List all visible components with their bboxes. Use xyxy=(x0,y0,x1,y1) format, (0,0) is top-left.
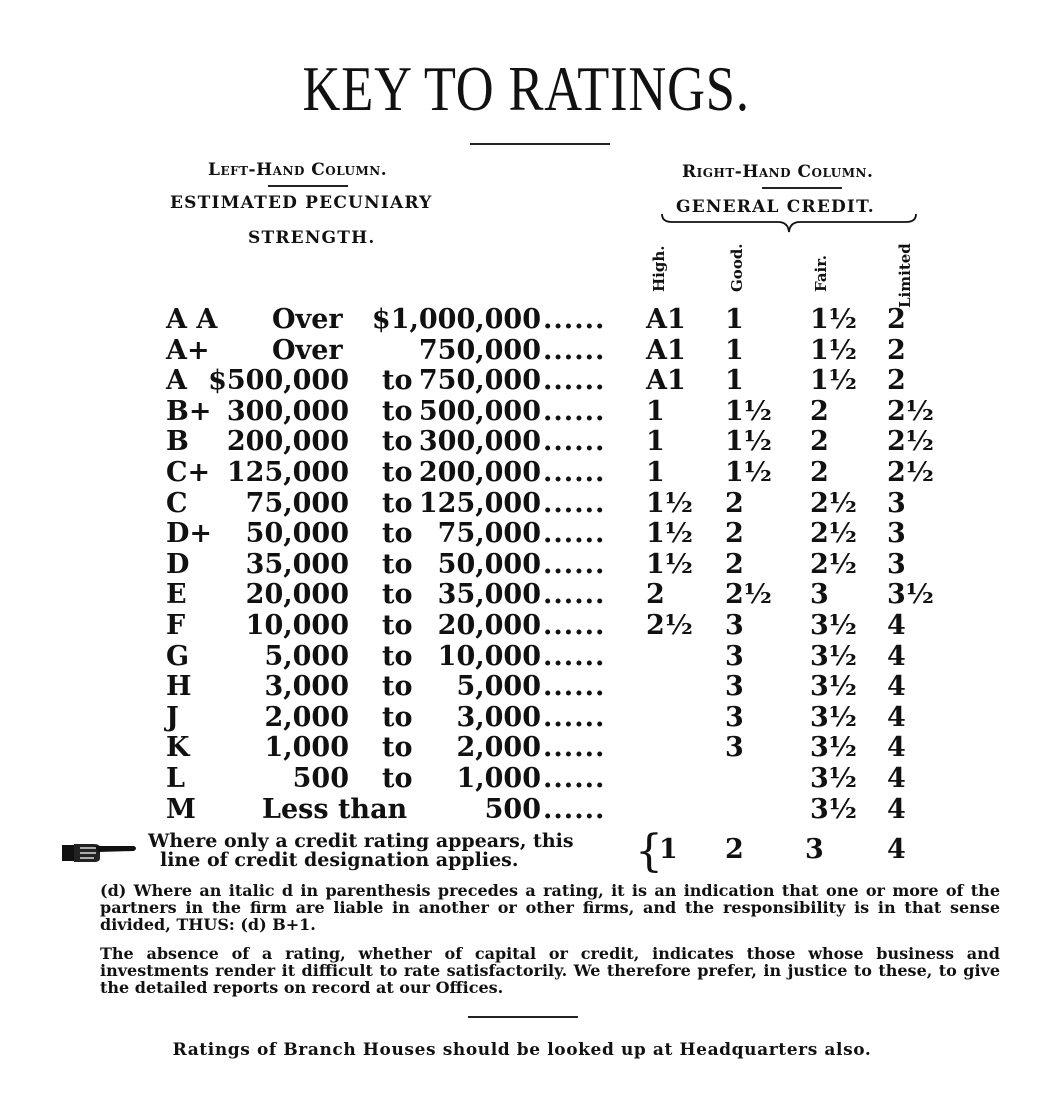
rating-row xyxy=(0,396,1044,426)
credit-note-brace: { xyxy=(635,826,663,877)
rating-upper-bound: $1,000,000 xyxy=(371,304,541,335)
column-head-limited: Limited xyxy=(896,243,914,308)
column-head-fair: Fair. xyxy=(812,255,830,292)
rating-key: G xyxy=(166,640,190,672)
credit-good: 1 xyxy=(725,365,744,397)
credit-limited: 2½ xyxy=(887,395,934,427)
credit-limited: 2 xyxy=(887,334,906,366)
rating-leader-dots: ...... xyxy=(543,426,606,458)
rating-connector: to xyxy=(382,732,413,764)
rating-row xyxy=(0,610,1044,640)
rating-lower-bound: 200,000 xyxy=(226,426,349,458)
rating-connector: to xyxy=(382,365,413,397)
rating-key: B xyxy=(166,426,189,458)
rating-leader-dots: ...... xyxy=(543,732,606,764)
rating-leader-dots: ...... xyxy=(543,518,606,550)
rating-row xyxy=(0,794,1044,824)
credit-fair: 1½ xyxy=(810,304,857,335)
rating-key: E xyxy=(166,579,187,611)
rating-lower-bound: 2,000 xyxy=(264,701,349,733)
credit-fair: 3½ xyxy=(810,793,857,825)
rating-key: D+ xyxy=(166,518,213,550)
credit-good: 1 xyxy=(725,304,744,335)
credit-good: 1½ xyxy=(725,395,772,427)
credit-fair: 3 xyxy=(810,579,829,611)
rating-upper-bound: 3,000 xyxy=(456,701,541,733)
rating-lower-bound: 1,000 xyxy=(264,732,349,764)
credit-only-note xyxy=(60,826,1020,877)
credit-high: 1 xyxy=(646,457,665,488)
rating-leader-dots: ...... xyxy=(543,763,606,794)
rating-leader-dots: ...... xyxy=(543,457,606,488)
rating-upper-bound: 5,000 xyxy=(456,671,541,703)
rating-upper-bound: 200,000 xyxy=(418,457,541,488)
credit-good: 2 xyxy=(725,487,744,519)
rating-upper-bound: 10,000 xyxy=(437,640,541,672)
rating-leader-dots: ...... xyxy=(543,304,606,335)
credit-fair: 1½ xyxy=(810,365,857,397)
rating-connector: to xyxy=(382,640,413,672)
rating-key: C+ xyxy=(166,457,211,488)
rating-connector: to xyxy=(382,548,413,580)
rating-key: H xyxy=(166,671,192,703)
rating-connector: to xyxy=(382,457,413,488)
credit-fair: 2 xyxy=(810,457,829,488)
rating-leader-dots: ...... xyxy=(543,395,606,427)
credit-fair: 3½ xyxy=(810,701,857,733)
title-rule xyxy=(470,143,610,145)
credit-high: 1½ xyxy=(646,518,693,550)
footer-note: Ratings of Branch Houses should be looked up at Headquarters also. xyxy=(172,1040,872,1060)
rating-upper-bound: 125,000 xyxy=(418,487,541,519)
credit-fair: 1½ xyxy=(810,334,857,366)
rating-lower-bound: 50,000 xyxy=(245,518,349,550)
credit-limited: 4 xyxy=(887,763,906,794)
credit-note-limited: 4 xyxy=(887,834,906,865)
rating-row xyxy=(0,426,1044,456)
credit-limited: 3 xyxy=(887,518,906,550)
credit-limited: 3 xyxy=(887,487,906,519)
credit-limited: 4 xyxy=(887,701,906,733)
rating-connector: to xyxy=(382,579,413,611)
credit-limited: 4 xyxy=(887,610,906,641)
credit-limited: 4 xyxy=(887,671,906,703)
rating-upper-bound: 35,000 xyxy=(437,579,541,611)
credit-note-good: 2 xyxy=(725,834,744,865)
credit-good: 3 xyxy=(725,732,744,764)
rating-row xyxy=(0,641,1044,671)
credit-high: A1 xyxy=(646,334,686,366)
rating-lower-bound: 35,000 xyxy=(245,548,349,580)
credit-fair: 3½ xyxy=(810,763,857,794)
rating-row xyxy=(0,671,1044,701)
credit-good: 2½ xyxy=(725,579,772,611)
credit-limited: 4 xyxy=(887,793,906,825)
rating-key: M xyxy=(166,793,196,825)
rating-upper-bound: 750,000 xyxy=(418,365,541,397)
rating-connector: to xyxy=(382,395,413,427)
rating-connector: Over xyxy=(272,304,343,335)
left-heading-rule xyxy=(268,185,348,187)
credit-high: 1½ xyxy=(646,487,693,519)
credit-high: A1 xyxy=(646,304,686,335)
rating-leader-dots: ...... xyxy=(543,610,606,641)
pointing-hand-icon xyxy=(60,836,140,866)
credit-fair: 2½ xyxy=(810,518,857,550)
rating-upper-bound: 75,000 xyxy=(437,518,541,550)
credit-note-fair: 3 xyxy=(805,834,824,865)
rating-connector: to xyxy=(382,671,413,703)
rating-lower-bound: 75,000 xyxy=(245,487,349,519)
rating-connector: to xyxy=(382,701,413,733)
credit-good: 1½ xyxy=(725,457,772,488)
rating-row xyxy=(0,365,1044,395)
rating-leader-dots: ...... xyxy=(543,487,606,519)
general-credit-heading: GENERAL CREDIT. xyxy=(676,197,875,217)
rating-upper-bound: 500 xyxy=(484,793,541,825)
credit-good: 3 xyxy=(725,701,744,733)
credit-limited: 2 xyxy=(887,304,906,335)
italic-d-paragraph: (d) Where an italic d in parenthesis precedes a rating, it is an indication that one or more of the partners in the firm are liable in another or other firms, and the responsibility is in that sense divided, THUS: (d) B+1. xyxy=(100,881,1000,934)
rating-connector: Over xyxy=(272,334,343,366)
credit-fair: 2½ xyxy=(810,487,857,519)
rating-lower-bound: 300,000 xyxy=(226,395,349,427)
credit-high: 2½ xyxy=(646,610,693,641)
credit-high: 2 xyxy=(646,579,665,611)
rating-upper-bound: 2,000 xyxy=(456,732,541,764)
rating-connector: to xyxy=(382,518,413,550)
credit-high: 1½ xyxy=(646,548,693,580)
page-title: KEY TO RATINGS. xyxy=(302,53,750,124)
rating-upper-bound: 1,000 xyxy=(456,763,541,794)
rating-upper-bound: 500,000 xyxy=(418,395,541,427)
rating-key: L xyxy=(166,763,185,794)
left-column-subheading-2: STRENGTH. xyxy=(248,228,376,248)
rating-connector: to xyxy=(382,610,413,641)
rating-leader-dots: ...... xyxy=(543,701,606,733)
rating-leader-dots: ...... xyxy=(543,334,606,366)
credit-only-note-text xyxy=(148,826,688,877)
rating-lower-bound: 10,000 xyxy=(245,610,349,641)
right-column-heading: Right-Hand Column. xyxy=(682,162,874,182)
rating-key: C xyxy=(166,487,188,519)
credit-good: 2 xyxy=(725,518,744,550)
column-head-good: Good. xyxy=(728,243,746,292)
rating-connector: Less than xyxy=(262,793,408,825)
rating-row xyxy=(0,732,1044,762)
credit-fair: 3½ xyxy=(810,671,857,703)
rating-leader-dots: ...... xyxy=(543,579,606,611)
rating-connector: to xyxy=(382,426,413,458)
rating-lower-bound: 20,000 xyxy=(245,579,349,611)
credit-good: 1 xyxy=(725,334,744,366)
rating-connector: to xyxy=(382,763,413,794)
credit-fair: 2 xyxy=(810,426,829,458)
rating-leader-dots: ...... xyxy=(543,640,606,672)
rating-leader-dots: ...... xyxy=(543,793,606,825)
credit-good: 1½ xyxy=(725,426,772,458)
rating-key: A xyxy=(166,365,187,397)
rating-key: J xyxy=(166,701,179,733)
credit-fair: 3½ xyxy=(810,732,857,764)
right-heading-rule xyxy=(762,187,842,189)
general-credit-brace xyxy=(660,212,918,234)
column-head-high: High. xyxy=(650,245,668,292)
credit-limited: 2½ xyxy=(887,457,934,488)
rating-lower-bound: 125,000 xyxy=(226,457,349,488)
rating-lower-bound: 3,000 xyxy=(264,671,349,703)
left-column-subheading: ESTIMATED PECUNIARY xyxy=(170,193,433,213)
rating-row xyxy=(0,488,1044,518)
rating-key: A A xyxy=(166,304,218,335)
credit-only-note-line1: Where only a credit rating appears, this xyxy=(148,830,574,852)
rating-lower-bound: 500 xyxy=(292,763,349,794)
rating-key: K xyxy=(166,732,190,764)
absence-paragraph: The absence of a rating, whether of capital or credit, indicates those whose business and investments render it difficult to rate satisfactorily. We therefore prefer, in justice to these, to give the detailed reports on record at our Offices. xyxy=(100,944,1000,997)
rating-key: F xyxy=(166,610,186,641)
credit-good: 3 xyxy=(725,671,744,703)
rating-lower-bound: $500,000 xyxy=(208,365,349,397)
rating-leader-dots: ...... xyxy=(543,365,606,397)
left-column-heading: Left-Hand Column. xyxy=(208,160,388,180)
rating-upper-bound: 300,000 xyxy=(418,426,541,458)
rating-key: D xyxy=(166,548,190,580)
credit-limited: 2 xyxy=(887,365,906,397)
rating-row xyxy=(0,335,1044,365)
rating-row xyxy=(0,518,1044,548)
rating-row xyxy=(0,304,1044,334)
credit-limited: 4 xyxy=(887,640,906,672)
rating-row xyxy=(0,549,1044,579)
credit-limited: 2½ xyxy=(887,426,934,458)
credit-high: 1 xyxy=(646,395,665,427)
rating-row xyxy=(0,579,1044,609)
rating-key: B+ xyxy=(166,395,212,427)
credit-limited: 4 xyxy=(887,732,906,764)
rating-leader-dots: ...... xyxy=(543,671,606,703)
credit-good: 2 xyxy=(725,548,744,580)
rating-row xyxy=(0,702,1044,732)
credit-fair: 2½ xyxy=(810,548,857,580)
credit-fair: 2 xyxy=(810,395,829,427)
credit-high: A1 xyxy=(646,365,686,397)
rating-leader-dots: ...... xyxy=(543,548,606,580)
credit-limited: 3½ xyxy=(887,579,934,611)
rating-connector: to xyxy=(382,487,413,519)
credit-fair: 3½ xyxy=(810,640,857,672)
rating-row xyxy=(0,457,1044,487)
credit-good: 3 xyxy=(725,640,744,672)
rating-upper-bound: 20,000 xyxy=(437,610,541,641)
credit-high: 1 xyxy=(646,426,665,458)
rating-key: A+ xyxy=(166,334,210,366)
credit-limited: 3 xyxy=(887,548,906,580)
credit-note-high: 1 xyxy=(659,834,678,865)
credit-fair: 3½ xyxy=(810,610,857,641)
credit-only-note-line2: line of credit designation applies. xyxy=(160,849,519,871)
rating-row xyxy=(0,763,1044,793)
rating-lower-bound: 5,000 xyxy=(264,640,349,672)
footer-rule xyxy=(468,1016,578,1018)
rating-upper-bound: 750,000 xyxy=(418,334,541,366)
rating-upper-bound: 50,000 xyxy=(437,548,541,580)
credit-good: 3 xyxy=(725,610,744,641)
